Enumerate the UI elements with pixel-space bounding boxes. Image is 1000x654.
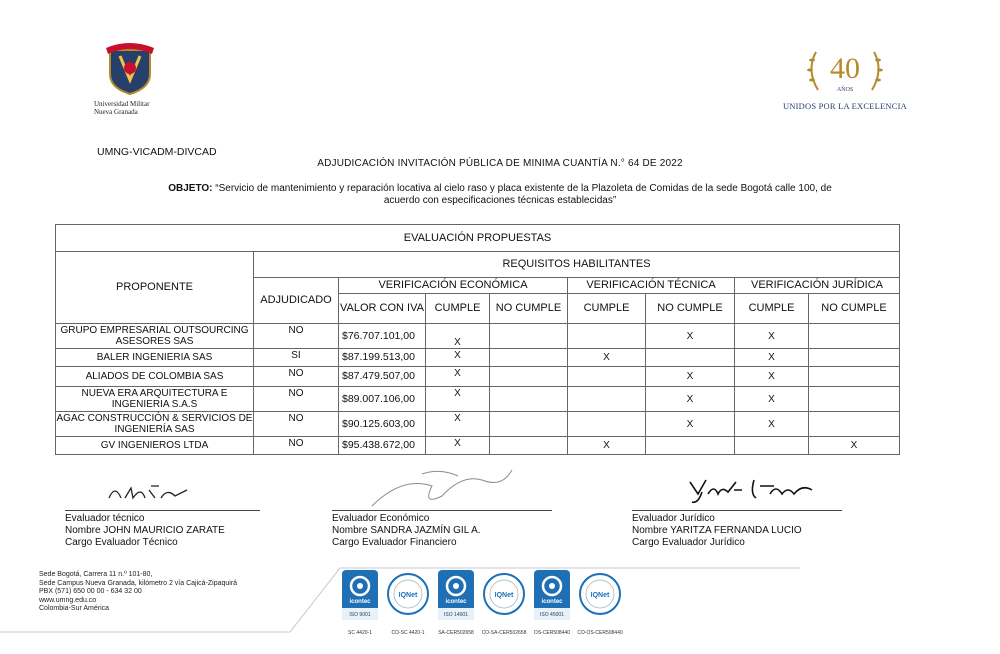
table-title: EVALUACIÓN PROPUESTAS bbox=[56, 225, 900, 252]
jur-cumple-cell: X bbox=[735, 412, 809, 437]
cert-code: CO-SA-CER502658 bbox=[481, 630, 527, 636]
table-row bbox=[56, 367, 900, 387]
header-requisitos: REQUISITOS HABILITANTES bbox=[254, 252, 900, 278]
header-jur-cumple: CUMPLE bbox=[735, 294, 809, 324]
cert-label: IQNet bbox=[590, 592, 610, 599]
jur-no-cumple-cell bbox=[809, 367, 900, 387]
table-row bbox=[56, 349, 900, 367]
anniversary-number: 40 bbox=[830, 52, 860, 85]
cert-code: SA-CER502658 bbox=[438, 630, 474, 636]
footer-address bbox=[39, 571, 237, 614]
valor-cell: $89.007.106,00 bbox=[339, 387, 426, 412]
umng-crest-icon bbox=[106, 40, 154, 96]
eco-cumple-cell: X bbox=[426, 349, 490, 367]
header-eco-no-cumple: NO CUMPLE bbox=[490, 294, 568, 324]
signature-cargo: Cargo Evaluador Jurídico bbox=[632, 537, 745, 548]
anniversary-anos: AÑOS bbox=[836, 87, 854, 93]
signature-block-economico bbox=[332, 488, 552, 549]
logo-name-line2: Nueva Granada bbox=[94, 108, 138, 116]
eco-no-cumple-cell bbox=[490, 349, 568, 367]
tec-cumple-cell: X bbox=[568, 349, 646, 367]
certification-logos bbox=[338, 570, 628, 638]
header-tec-no-cumple: NO CUMPLE bbox=[646, 294, 735, 324]
anniversary-slogan: UNIDOS POR LA EXCELENCIA bbox=[782, 101, 908, 111]
jur-no-cumple-cell bbox=[809, 324, 900, 349]
logo-name-line1: Universidad Militar bbox=[94, 100, 150, 108]
cert-label: IQNet bbox=[398, 592, 418, 599]
icontec-cert-icon bbox=[530, 570, 574, 622]
cert-label: icontec bbox=[541, 599, 563, 605]
address-line: Colombia-Sur América bbox=[39, 605, 110, 612]
adjudicado-cell: NO bbox=[254, 367, 339, 387]
icontec-cert-icon bbox=[434, 570, 478, 622]
header-economica: VERIFICACIÓN ECONÓMICA bbox=[339, 278, 568, 294]
cert-code: CO-OS-CER508440 bbox=[577, 630, 623, 636]
table-row bbox=[56, 387, 900, 412]
header-juridica: VERIFICACIÓN JURÍDICA bbox=[735, 278, 900, 294]
tec-cumple-cell bbox=[568, 412, 646, 437]
signature-name: Nombre JOHN MAURICIO ZARATE bbox=[65, 525, 225, 536]
eco-cumple-cell: X bbox=[426, 412, 490, 437]
signature-cargo: Cargo Evaluador Técnico bbox=[65, 537, 178, 548]
proponente-cell: GRUPO EMPRESARIAL OUTSOURCING ASESORES SAS bbox=[56, 324, 254, 349]
object-label: OBJETO: bbox=[168, 183, 213, 194]
jur-cumple-cell: X bbox=[735, 324, 809, 349]
adjudicado-cell: NO bbox=[254, 412, 339, 437]
proponente-cell: GV INGENIEROS LTDA bbox=[56, 437, 254, 455]
evaluation-table bbox=[55, 224, 900, 455]
tec-no-cumple-cell: X bbox=[646, 412, 735, 437]
document-code: UMNG-VICADM-DIVCAD bbox=[97, 146, 217, 158]
tec-no-cumple-cell: X bbox=[646, 367, 735, 387]
tec-cumple-cell bbox=[568, 324, 646, 349]
jur-no-cumple-cell: X bbox=[809, 437, 900, 455]
iqnet-cert-icon bbox=[482, 570, 526, 622]
tec-no-cumple-cell: X bbox=[646, 387, 735, 412]
valor-cell: $95.438.672,00 bbox=[339, 437, 426, 455]
valor-cell: $87.199.513,00 bbox=[339, 349, 426, 367]
signature-block-juridico bbox=[632, 488, 842, 549]
address-line: Sede Campus Nueva Granada, kilómetro 2 vía Cajicá-Zipaquirá bbox=[39, 579, 238, 587]
cert-code: SC 4420-1 bbox=[348, 630, 372, 636]
cert-code: OS-CER508440 bbox=[533, 630, 571, 636]
proponente-cell: NUEVA ERA ARQUITECTURA E INGENIERIA S.A.S bbox=[56, 387, 254, 412]
valor-cell: $87.479.507,00 bbox=[339, 367, 426, 387]
eco-no-cumple-cell bbox=[490, 367, 568, 387]
signature-name: Nombre SANDRA JAZMÍN GIL A. bbox=[332, 525, 481, 536]
jur-cumple-cell bbox=[735, 437, 809, 455]
address-line: Sede Bogotá, Carrera 11 n.º 101-80, bbox=[39, 571, 153, 578]
eco-no-cumple-cell bbox=[490, 412, 568, 437]
signature-juridico-icon bbox=[684, 472, 824, 508]
adjudicado-cell: NO bbox=[254, 387, 339, 412]
jur-cumple-cell: X bbox=[735, 367, 809, 387]
eco-no-cumple-cell bbox=[490, 437, 568, 455]
header-tecnica: VERIFICACIÓN TÉCNICA bbox=[568, 278, 735, 294]
signature-role: Evaluador técnico bbox=[65, 513, 145, 524]
eco-cumple-cell: X bbox=[426, 387, 490, 412]
eco-no-cumple-cell bbox=[490, 387, 568, 412]
signature-block-tecnico bbox=[65, 488, 260, 549]
table-row bbox=[56, 437, 900, 455]
eco-cumple-cell: X bbox=[426, 437, 490, 455]
umng-logo bbox=[94, 40, 166, 124]
valor-cell: $90.125.603,00 bbox=[339, 412, 426, 437]
jur-no-cumple-cell bbox=[809, 349, 900, 367]
address-line: www.umng.edu.co bbox=[39, 596, 97, 604]
document-object bbox=[150, 183, 850, 207]
jur-cumple-cell: X bbox=[735, 349, 809, 367]
eco-cumple-cell: X bbox=[426, 324, 490, 349]
tec-no-cumple-cell bbox=[646, 349, 735, 367]
header-jur-no-cumple: NO CUMPLE bbox=[809, 294, 900, 324]
header-tec-cumple: CUMPLE bbox=[568, 294, 646, 324]
jur-cumple-cell: X bbox=[735, 387, 809, 412]
eco-no-cumple-cell bbox=[490, 324, 568, 349]
signature-role: Evaluador Económico bbox=[332, 513, 430, 524]
table-row bbox=[56, 324, 900, 349]
jur-no-cumple-cell bbox=[809, 412, 900, 437]
adjudicado-cell: NO bbox=[254, 324, 339, 349]
valor-cell: $76.707.101,00 bbox=[339, 324, 426, 349]
tec-cumple-cell: X bbox=[568, 437, 646, 455]
table-row bbox=[56, 412, 900, 437]
object-text: “Servicio de mantenimiento y reparación locativa al cielo raso y placa existente de la Plazoleta de Comidas de la sede Bogotá calle 100, de acuerdo con especificaciones técnicas establecidas” bbox=[212, 183, 832, 206]
cert-code: CO-SC 4420-1 bbox=[391, 630, 425, 636]
adjudicado-cell: SI bbox=[254, 349, 339, 367]
cert-label: icontec bbox=[445, 599, 467, 605]
signature-role: Evaluador Jurídico bbox=[632, 513, 715, 524]
header-adjudicado: ADJUDICADO bbox=[254, 278, 339, 324]
laurel-wreath-icon bbox=[802, 46, 888, 96]
signature-name: Nombre YARITZA FERNANDA LUCIO bbox=[632, 525, 802, 536]
proponente-cell: BALER INGENIERIA SAS bbox=[56, 349, 254, 367]
tec-cumple-cell bbox=[568, 387, 646, 412]
document-title: ADJUDICACIÓN INVITACIÓN PÚBLICA DE MINIMA CUANTÍA N.° 64 DE 2022 bbox=[317, 158, 683, 169]
iqnet-cert-icon bbox=[386, 570, 430, 622]
tec-cumple-cell bbox=[568, 367, 646, 387]
signature-cargo: Cargo Evaluador Financiero bbox=[332, 537, 457, 548]
icontec-cert-icon bbox=[338, 570, 382, 622]
proponente-cell: AGAC CONSTRUCCIÓN & SERVICIOS DE INGENIERÍA SAS bbox=[56, 413, 253, 435]
cert-iso: ISO 14001 bbox=[444, 612, 468, 618]
address-line: PBX (571) 650 00 00 - 634 32 00 bbox=[39, 588, 142, 595]
cert-label: IQNet bbox=[494, 592, 514, 599]
jur-no-cumple-cell bbox=[809, 387, 900, 412]
iqnet-cert-icon bbox=[578, 570, 622, 622]
adjudicado-cell: NO bbox=[254, 437, 339, 455]
proponente-cell: ALIADOS DE COLOMBIA SAS bbox=[56, 367, 254, 387]
signature-tecnico-icon bbox=[105, 480, 195, 506]
signature-economico-icon bbox=[362, 466, 522, 510]
cert-label: icontec bbox=[349, 599, 371, 605]
header-valor: VALOR CON IVA bbox=[339, 294, 426, 324]
cert-iso: ISO 45001 bbox=[540, 612, 564, 618]
cert-iso: ISO 9001 bbox=[349, 612, 371, 618]
tec-no-cumple-cell: X bbox=[646, 324, 735, 349]
header-eco-cumple: CUMPLE bbox=[426, 294, 490, 324]
header-proponente: PROPONENTE bbox=[56, 252, 254, 324]
eco-cumple-cell: X bbox=[426, 367, 490, 387]
tec-no-cumple-cell bbox=[646, 437, 735, 455]
anniversary-logo bbox=[770, 46, 920, 116]
